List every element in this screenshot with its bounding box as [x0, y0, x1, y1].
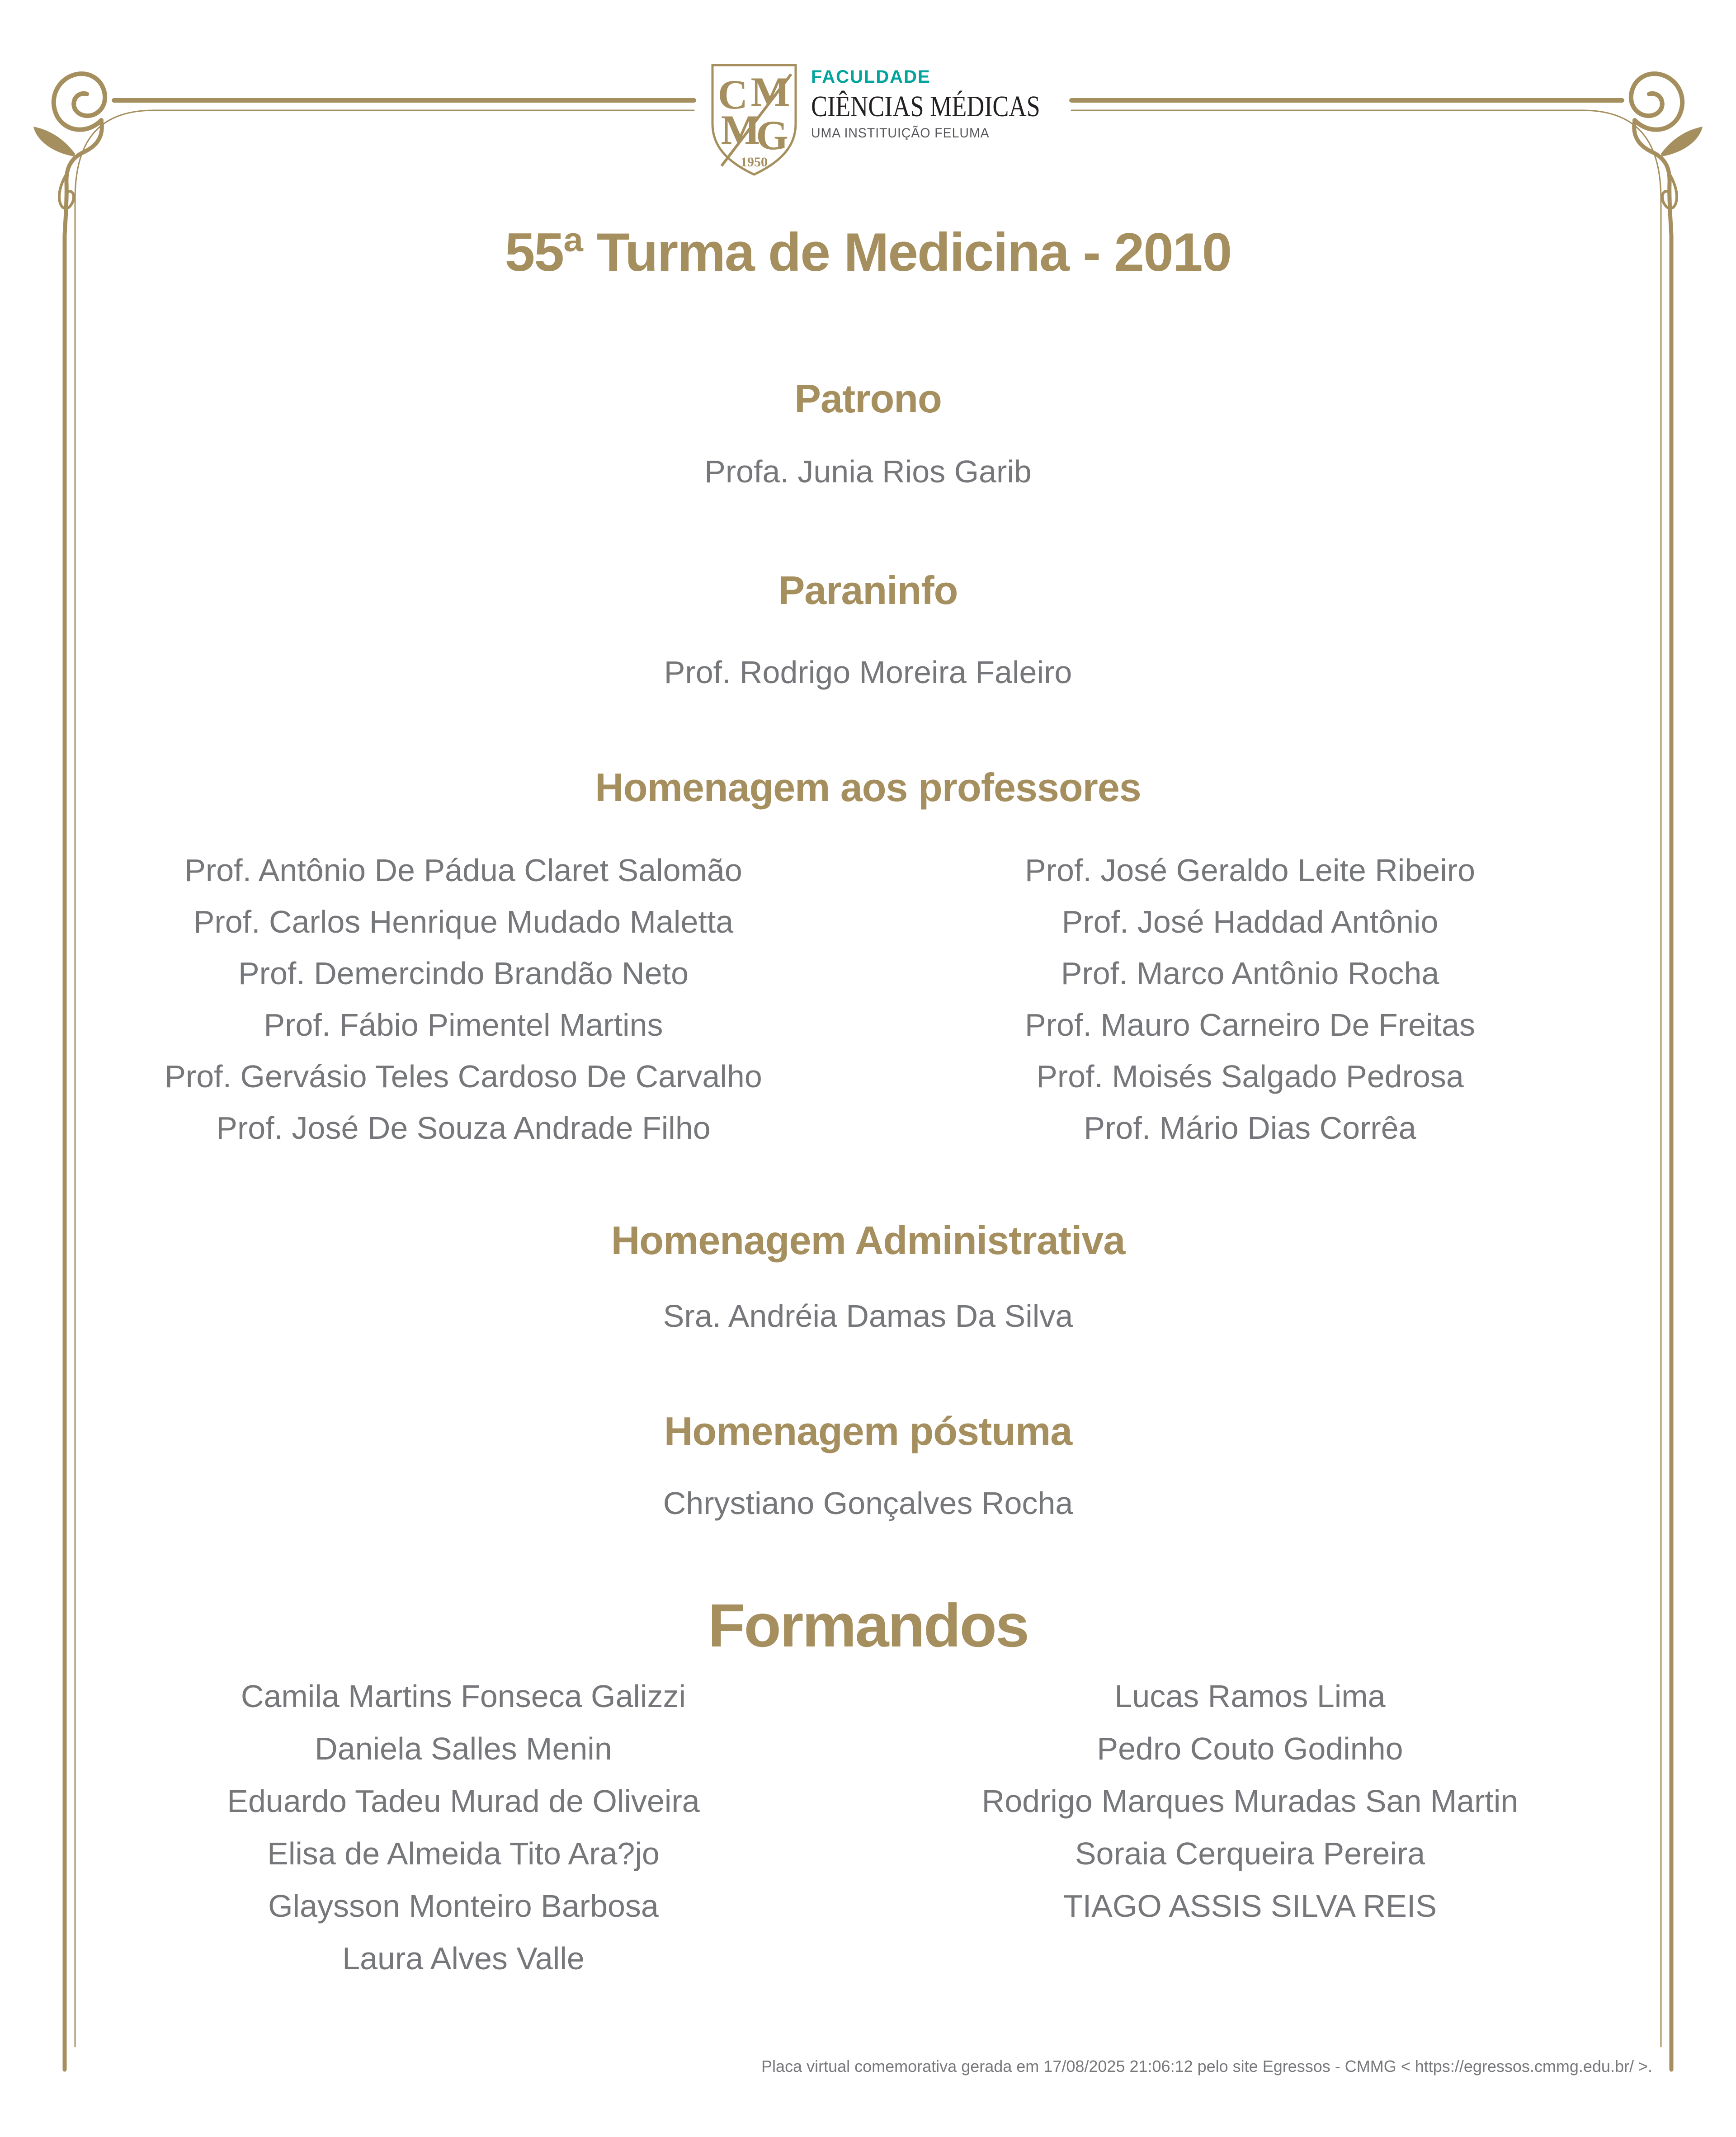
professor-name: Prof. José Geraldo Leite Ribeiro — [1024, 853, 1476, 888]
logo-year: 1950 — [741, 155, 768, 170]
monogram-letter-c: C — [717, 71, 748, 118]
professor-name: Prof. Mauro Carneiro De Freitas — [1025, 1007, 1475, 1043]
formando-name: Daniela Salles Menin — [315, 1731, 612, 1766]
professor-name: Prof. Carlos Henrique Mudado Maletta — [193, 904, 734, 939]
formando-name: Eduardo Tadeu Murad de Oliveira — [227, 1783, 700, 1819]
formandos-column-right — [868, 1670, 1632, 1932]
professor-name: Prof. José De Souza Andrade Filho — [216, 1110, 711, 1146]
formando-name: Glaysson Monteiro Barbosa — [268, 1888, 659, 1924]
professores-column-left — [59, 844, 868, 1154]
professor-name: Prof. Mário Dias Corrêa — [1084, 1110, 1416, 1146]
section-heading-administrativa: Homenagem Administrativa — [611, 1218, 1125, 1263]
formando-name: Soraia Cerqueira Pereira — [1075, 1836, 1425, 1871]
section-heading-postuma: Homenagem póstuma — [664, 1409, 1072, 1453]
logo-line-faculdade: FACULDADE — [811, 67, 931, 87]
section-heading-formandos: Formandos — [708, 1591, 1028, 1660]
cmmg-shield-icon — [708, 60, 800, 179]
professor-name: Prof. Moisés Salgado Pedrosa — [1036, 1059, 1464, 1094]
logo-line-ciencias-medicas: CIÊNCIAS MÉDICAS — [811, 90, 1040, 123]
formando-name: Laura Alves Valle — [342, 1941, 585, 1976]
page-title: 55ª Turma de Medicina - 2010 — [505, 222, 1231, 283]
professor-name: Prof. Marco Antônio Rocha — [1061, 956, 1439, 991]
professor-name: Prof. José Haddad Antônio — [1061, 904, 1439, 939]
formandos-column-left — [59, 1670, 868, 1985]
professor-name: Prof. Fábio Pimentel Martins — [264, 1007, 663, 1043]
formando-name: Pedro Couto Godinho — [1097, 1731, 1403, 1766]
logo-line-tagline: UMA INSTITUIÇÃO FELUMA — [811, 126, 990, 141]
paraninfo-name: Prof. Rodrigo Moreira Faleiro — [664, 655, 1072, 690]
professor-name: Prof. Gervásio Teles Cardoso De Carvalho — [165, 1059, 762, 1094]
professor-name: Prof. Demercindo Brandão Neto — [238, 956, 689, 991]
formando-name: Lucas Ramos Lima — [1114, 1679, 1386, 1714]
formando-name: Camila Martins Fonseca Galizzi — [241, 1679, 686, 1714]
section-heading-patrono: Patrono — [794, 376, 942, 421]
formando-name: Elisa de Almeida Tito Ara?jo — [267, 1836, 660, 1871]
monogram-letter-m2: M — [721, 107, 760, 153]
administrativa-name: Sra. Andréia Damas Da Silva — [663, 1298, 1073, 1334]
monogram-letter-g: G — [756, 112, 788, 158]
monogram-letter-m1: M — [750, 69, 790, 115]
cmmg-logo — [708, 59, 1052, 190]
postuma-name: Chrystiano Gonçalves Rocha — [663, 1486, 1073, 1521]
professores-column-right — [868, 844, 1632, 1154]
formando-name: TIAGO ASSIS SILVA REIS — [1063, 1888, 1437, 1924]
professor-name: Prof. Antônio De Pádua Claret Salomão — [184, 853, 742, 888]
formando-name: Rodrigo Marques Muradas San Martin — [981, 1783, 1519, 1819]
generation-note: Placa virtual comemorativa gerada em 17/08/2025 21:06:12 pelo site Egressos - CMMG < https://egressos.cmmg.edu.br/ >. — [761, 2057, 1652, 2076]
section-heading-paraninfo: Paraninfo — [778, 568, 958, 613]
patrono-name: Profa. Junia Rios Garib — [704, 454, 1032, 489]
section-heading-professores: Homenagem aos professores — [595, 765, 1141, 810]
